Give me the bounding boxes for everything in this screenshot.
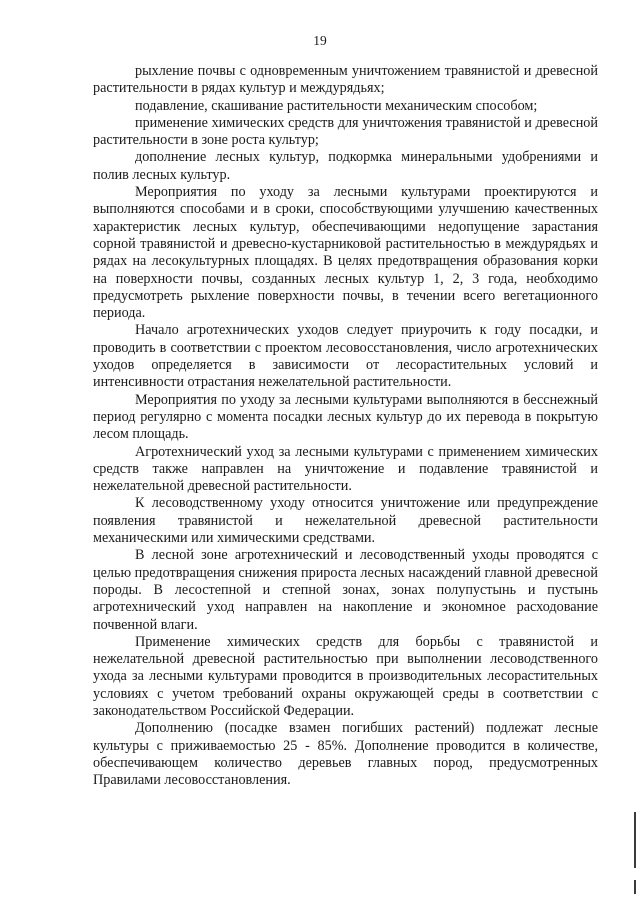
paragraph-9: К лесоводственному уходу относится уничтожение или предупреждение появления травянистой и нежелательной древесной растительности механическими или химическими средствами. [93,495,598,547]
paragraph-4: дополнение лесных культур, подкормка минеральными удобрениями и полив лесных культур. [93,149,598,183]
page-number: 19 [313,33,327,48]
paragraph-6: Начало агротехнических уходов следует приурочить к году посадки, и проводить в соответствии с проектом лесовосстановления, число агротехнических уходов определяется в зависимости от лесорастительных условий и интенсивности отрастания нежелательной растительности. [93,322,598,391]
paragraph-3: применение химических средств для уничтожения травянистой и древесной растительности в зоне роста культур; [93,114,598,149]
paragraph-11: Применение химических средств для борьбы с травянистой и нежелательной древесной растительностью при выполнении лесоводственного ухода за лесными культурами проводится в производительных лесорастительных условиях с учетом требований охраны окружающей среды в соответствии с законодательством Российской Федерации. [93,633,598,719]
paragraph-8: Агротехнический уход за лесными культурами с применением химических средств также направлен на уничтожение и подавление травянистой и нежелательной древесной растительности. [93,443,598,495]
paragraph-10: В лесной зоне агротехнический и лесоводственный уходы проводятся с целью предотвращения снижения прироста лесных насаждений главной древесной породы. В лесостепной и степной зонах, зонах полупустынь и пустынь агротехнический уход направлен на накопление и экономное расходование почвенной влаги. [93,547,598,633]
scan-edge-mark [634,880,636,894]
paragraph-7: Мероприятия по уходу за лесными культурами выполняются в бесснежный период регулярно с момента посадки лесных культур до их перевода в покрытую лесом площадь. [93,391,598,443]
paragraph-5: Мероприятия по уходу за лесными культурами проектируются и выполняются способами и в сроки, способствующими улучшению качественных характеристик лесных культур, обеспечивающими недопущение зарастания сорной травянистой и древесно-кустарниковой растительностью в междурядьях и рядах на лесокультурных площадях. В целях предотвращения образования корки на поверхности почвы, созданных лесных культур 1, 2, 3 года, необходимо предусмотреть рыхление поверхности почвы, в течении всего вегетационного периода. [93,184,598,322]
paragraph-2: подавление, скашивание растительности механическим способом; [135,97,538,114]
document-body [93,63,598,789]
paragraph-1: рыхление почвы с одновременным уничтожением травянистой и древесной растительности в рядах культур и междурядьях; [93,63,598,97]
scan-edge-mark [634,812,636,868]
paragraph-12: Дополнению (посадке взамен погибших растений) подлежат лесные культуры с приживаемостью 25 - 85%. Дополнение проводится в количестве, обеспечивающем количество деревьев главных пород, предусмотренных Правилами лесовосстановления. [93,720,598,789]
